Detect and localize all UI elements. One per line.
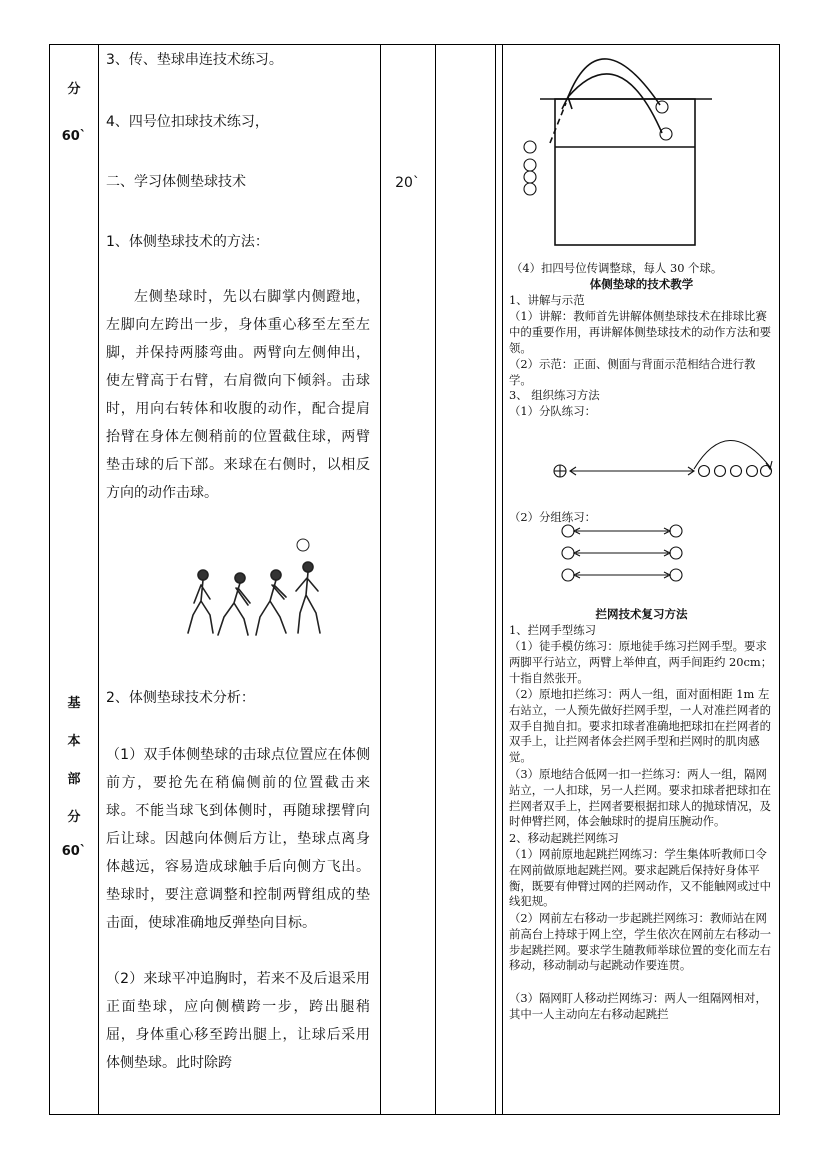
section-label: 60` xyxy=(61,129,87,144)
method-line: （1）徒手模仿练习：原地徒手练习拦网手型。要求两脚平行站立，两臂上举伸直，两手间距约 20cm；十指自然张开。 xyxy=(509,639,773,685)
section-label: 分 xyxy=(67,810,81,825)
lesson-plan-table xyxy=(49,44,780,1115)
column-divider xyxy=(435,45,436,1114)
method-line: （1）网前原地起跳拦网练习：学生集体听教师口令在网前做原地起跳拦网。要求起跳后保持好身体平衡，既要有伸臂过网的拦网动作，又不能触网或过中线犯规。 xyxy=(509,847,771,909)
section-label: 60` xyxy=(61,844,87,859)
method-line: （4）扣四号位传调整球，每人 30 个球。 xyxy=(511,261,723,275)
method-line: （2）原地扣拦练习：两人一组，面对面相距 1m 左右站立，一人预先做好拦网手型，一人对准拦网者的双手自抛自扣。要求扣球者准确地把球扣在拦网者的双手上，让拦网者体会拦网手型和拦网时的肌肉感觉。 xyxy=(509,687,771,765)
method-line: （2）示范：正面、侧面与背面示范相结合进行教学。 xyxy=(509,357,756,387)
method-paragraph: 左侧垫球时，先以右脚掌内侧蹬地，左脚向左跨出一步，身体重心移至左至左脚，并保持两膝弯曲。两臂向左侧伸出，使左臂高于右臂，右肩微向下倾斜。击球时，用向右转体和收腹的动作，配合提肩抬臂在身体左侧稍前的位置截住球，两臂垫击球的后下部。来球在右侧时，以相反方向的动作击球。 xyxy=(106,289,370,501)
method-line: 1、拦网手型练习 xyxy=(509,623,596,637)
time-label: 20` xyxy=(395,175,420,191)
dig-sequence-illustration xyxy=(168,533,348,653)
method-line: （1）讲解：教师首先讲解体侧垫球技术在排球比赛中的重要作用，再讲解体侧垫球技术的动作方法和要领。 xyxy=(509,309,771,355)
method-line: （1）分队练习： xyxy=(509,404,596,418)
section-label: 部 xyxy=(67,772,81,787)
analysis-paragraph: （2）来球平冲追胸时，若来不及后退采用正面垫球，应向侧横跨一步，跨出腿稍屈，身体重心移至跨出腿上，让球后采用体侧垫球。此时除跨 xyxy=(106,971,370,1071)
spike-court-diagram xyxy=(510,47,770,251)
method-line: 2、移动起跳拦网练习 xyxy=(509,831,619,845)
time-column xyxy=(380,45,435,1114)
content-line: 4、四号位扣球技术练习， xyxy=(106,114,269,130)
method-line: （3）隔网盯人移动拦网练习：两人一组隔网相对，其中一人主动向左右移动起跳拦 xyxy=(509,991,767,1021)
group-practice-diagram xyxy=(552,523,692,583)
content-column xyxy=(98,45,428,1114)
section-label: 分 xyxy=(67,82,81,97)
content-heading: 1、体侧垫球技术的方法： xyxy=(106,234,269,250)
team-practice-diagram xyxy=(508,423,774,489)
content-heading: 2、体侧垫球技术分析： xyxy=(106,690,255,706)
content-line: 3、传、垫球串连技术练习。 xyxy=(106,52,283,68)
method-line: （2）网前左右移动一步起跳拦网练习：教师站在网前高台上持球于网上空，学生依次在网前左右移动一步起跳拦网。要求学生随教师举球位置的变化而左右移动，移动制动与起跳动作要连贯。 xyxy=(509,911,771,973)
method-line: 3、 组织练习方法 xyxy=(509,388,600,402)
content-heading: 二、学习体侧垫球技术 xyxy=(106,174,246,190)
analysis-paragraph: （1）双手体侧垫球的击球点位置应在体侧前方，要抢先在稍偏侧前的位置截击来球。不能当球飞到体侧时，再随球摆臂向后让球。因越向体侧后方让，垫球点离身体越远，容易造成球触手后向侧方飞出。垫球时，要注意调整和控制两臂组成的垫击面，使球准确地反弹垫向目标。 xyxy=(106,747,370,931)
section-label: 本 xyxy=(67,734,81,749)
section-label: 基 xyxy=(67,696,81,711)
method-heading: 体侧垫球的技术教学 xyxy=(589,277,694,291)
method-heading: 拦网技术复习方法 xyxy=(595,607,688,621)
column-divider xyxy=(495,45,496,1114)
section-label-column xyxy=(50,45,98,1114)
method-line: （3）原地结合低网一扣一拦练习：两人一组，隔网站立，一人扣球，另一人拦网。要求扣球者把球扣在拦网者双手上，拦网者要根据扣球人的抛球情况，及时伸臂拦网，体会触球时的提肩压腕动作。 xyxy=(509,767,771,829)
method-line: 1、讲解与示范 xyxy=(509,293,585,307)
method-line: （2）分组练习： xyxy=(509,510,596,524)
method-column xyxy=(502,45,781,1114)
